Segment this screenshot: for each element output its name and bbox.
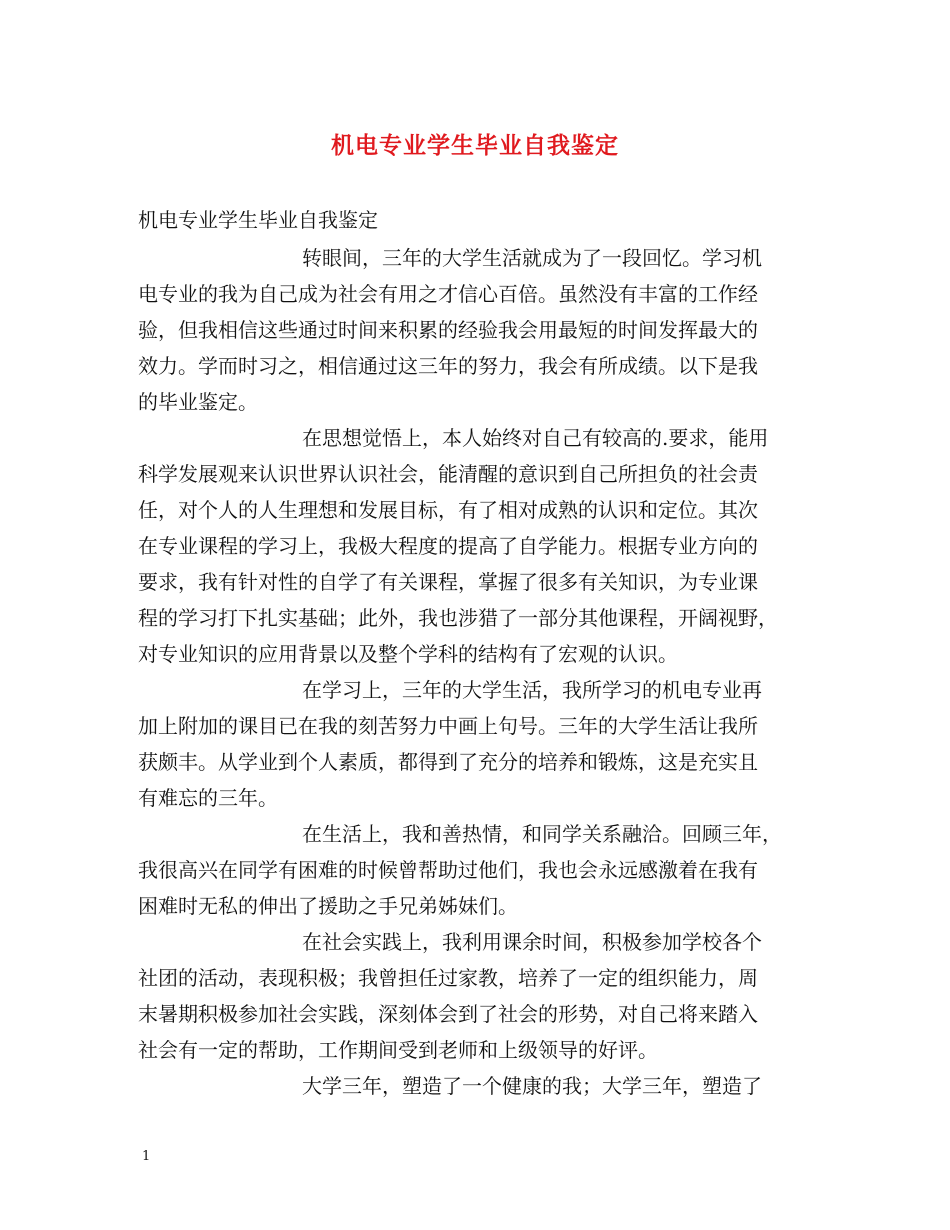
text-line: 加上附加的课目已在我的刻苦努力中画上句号。三年的大学生活让我所 <box>138 714 758 738</box>
text-line: 获颇丰。从学业到个人素质，都得到了充分的培养和锻炼，这是充实且 <box>138 750 758 774</box>
text-line: 程的学习打下扎实基础；此外，我也涉猎了一部分其他课程，开阔视野， <box>138 606 778 630</box>
text-line: 在生活上，我和善热情，和同学关系融洽。回顾三年， <box>302 822 782 846</box>
text-line: 科学发展观来认识世界认识社会，能清醒的意识到自己所担负的社会责 <box>138 462 758 486</box>
text-line: 我很高兴在同学有困难的时候曾帮助过他们，我也会永远感激着在我有 <box>138 858 758 882</box>
text-line: 对专业知识的应用背景以及整个学科的结构有了宏观的认识。 <box>138 642 678 666</box>
text-line: 电专业的我为自己成为社会有用之才信心百倍。虽然没有丰富的工作经 <box>138 282 758 306</box>
text-line: 末暑期积极参加社会实践，深刻体会到了社会的形势，对自己将来踏入 <box>138 1002 758 1026</box>
document-subtitle: 机电专业学生毕业自我鉴定 <box>138 208 378 232</box>
text-line: 效力。学而时习之，相信通过这三年的努力，我会有所成绩。以下是我 <box>138 354 758 378</box>
page-title: 机电专业学生毕业自我鉴定 <box>331 132 619 159</box>
text-line: 社会有一定的帮助，工作期间受到老师和上级领导的好评。 <box>138 1038 658 1062</box>
text-line: 验，但我相信这些通过时间来积累的经验我会用最短的时间发挥最大的 <box>138 318 758 342</box>
text-line: 要求，我有针对性的自学了有关课程，掌握了很多有关知识，为专业课 <box>138 570 758 594</box>
text-line: 社团的活动，表现积极；我曾担任过家教，培养了一定的组织能力，周 <box>138 966 758 990</box>
text-line: 任，对个人的人生理想和发展目标，有了相对成熟的认识和定位。其次 <box>138 498 758 522</box>
text-line: 有难忘的三年。 <box>138 786 278 810</box>
text-line: 在学习上，三年的大学生活，我所学习的机电专业再 <box>302 678 762 702</box>
text-line: 困难时无私的伸出了援助之手兄弟姊妹们。 <box>138 894 518 918</box>
text-line: 转眼间，三年的大学生活就成为了一段回忆。学习机 <box>302 246 762 270</box>
text-line: 大学三年，塑造了一个健康的我；大学三年，塑造了 <box>302 1074 762 1098</box>
text-line: 在社会实践上，我利用课余时间，积极参加学校各个 <box>302 930 762 954</box>
text-line: 在专业课程的学习上，我极大程度的提高了自学能力。根据专业方向的 <box>138 534 758 558</box>
page-number: 1 <box>142 1149 151 1164</box>
text-line: 在思想觉悟上，本人始终对自己有较高的.要求，能用 <box>302 426 769 450</box>
text-line: 的毕业鉴定。 <box>138 390 258 414</box>
